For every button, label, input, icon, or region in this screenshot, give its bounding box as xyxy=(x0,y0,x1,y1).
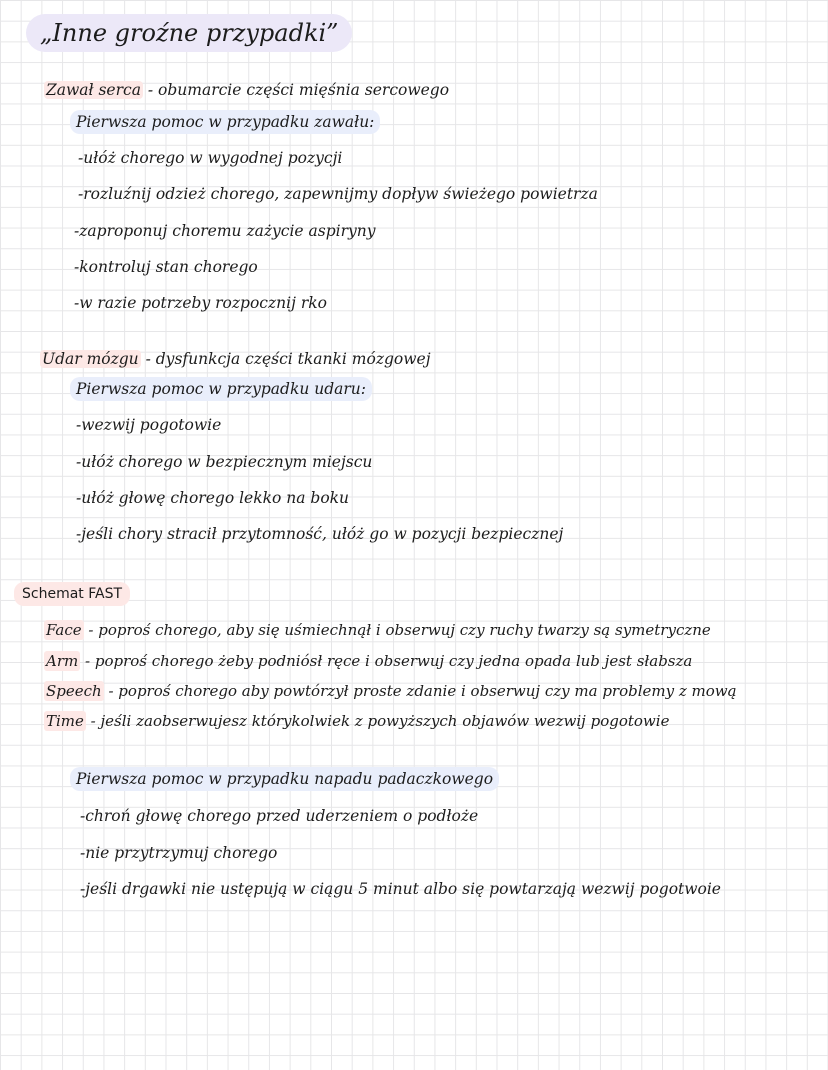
fast-line-speech xyxy=(44,680,737,702)
fast-text-speech: - poproś chorego aby powtórzył proste zdanie i obserwuj czy ma problemy z mową xyxy=(103,682,737,700)
fast-key-arm: Arm xyxy=(46,652,79,670)
fast-key-time: Time xyxy=(46,712,84,730)
zawal-heading: Zawał serca xyxy=(46,81,141,99)
zawal-item: -kontroluj stan chorego xyxy=(74,258,258,276)
page-title: „Inne groźne przypadki” xyxy=(40,19,339,47)
udar-item: -ułóż chorego w bezpiecznym miejscu xyxy=(76,453,373,471)
zawal-item: -zaproponuj choremu zażycie aspiryny xyxy=(74,222,376,240)
zawal-heading-line xyxy=(44,80,449,100)
fast-text-time: - jeśli zaobserwujesz którykolwiek z powyższych objawów wezwij pogotowie xyxy=(85,712,670,730)
udar-definition: - dysfunkcja części tkanki mózgowej xyxy=(140,350,431,368)
udar-item: -ułóż głowę chorego lekko na boku xyxy=(76,489,350,507)
udar-subheading-text: Pierwsza pomoc w przypadku udaru: xyxy=(70,377,372,401)
zawal-item: -w razie potrzeby rozpocznij rko xyxy=(74,294,327,312)
zawal-definition: - obumarcie części mięśnia sercowego xyxy=(142,81,450,99)
padaczka-item: -chroń głowę chorego przed uderzeniem o podłoże xyxy=(80,807,479,825)
fast-heading: Schemat FAST xyxy=(14,582,130,606)
zawal-item: -ułóż chorego w wygodnej pozycji xyxy=(78,149,343,167)
padaczka-item: -nie przytrzymuj chorego xyxy=(80,844,278,862)
zawal-subheading-text: Pierwsza pomoc w przypadku zawału: xyxy=(70,110,380,134)
udar-item: -wezwij pogotowie xyxy=(76,416,222,434)
udar-heading-line xyxy=(40,349,431,369)
zawal-subheading xyxy=(70,110,380,134)
fast-key-speech: Speech xyxy=(46,682,102,700)
title-highlight xyxy=(26,14,352,52)
padaczka-item: -jeśli drgawki nie ustępują w ciągu 5 minut albo się powtarzają wezwij pogotwoie xyxy=(80,880,721,898)
fast-text-face: - poproś chorego, aby się uśmiechnął i obserwuj czy ruchy twarzy są symetryczne xyxy=(83,621,711,639)
padaczka-subheading xyxy=(70,767,499,791)
fast-line-arm xyxy=(44,650,692,672)
fast-key-face: Face xyxy=(46,621,82,639)
fast-text-arm: - poproś chorego żeby podniósł ręce i obserwuj czy jedna opada lub jest słabsza xyxy=(80,652,693,670)
udar-item: -jeśli chory stracił przytomność, ułóż go w pozycji bezpiecznej xyxy=(76,525,564,543)
fast-line-time xyxy=(44,710,669,732)
zawal-item: -rozluźnij odzież chorego, zapewnijmy dopływ świeżego powietrza xyxy=(78,185,598,203)
padaczka-subheading-text: Pierwsza pomoc w przypadku napadu padaczkowego xyxy=(70,767,499,791)
fast-line-face xyxy=(44,619,711,641)
udar-heading: Udar mózgu xyxy=(42,350,139,368)
udar-subheading xyxy=(70,377,372,401)
